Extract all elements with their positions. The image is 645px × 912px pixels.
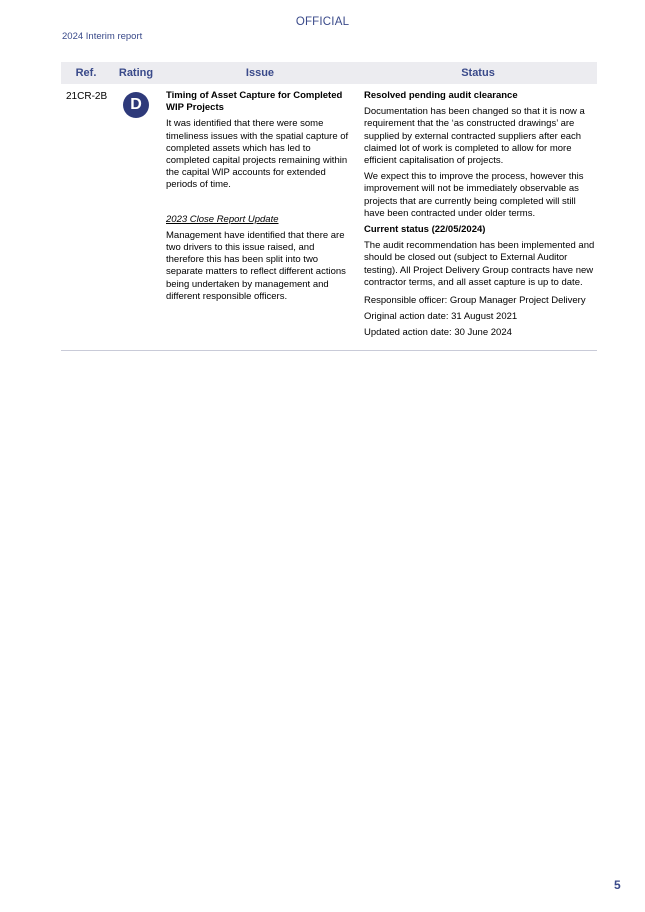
page-number: 5 (614, 878, 621, 892)
column-header-status: Status (461, 67, 495, 79)
rating-badge: D (123, 92, 149, 118)
current-status-heading: Current status (22/05/2024) (364, 224, 486, 236)
issue-title: Timing of Asset Capture for Completed WIP Projects (166, 90, 343, 114)
table-header (61, 62, 597, 84)
responsible-officer: Responsible officer: Group Manager Project Delivery (364, 295, 586, 307)
original-action-date: Original action date: 31 August 2021 (364, 311, 518, 323)
updated-action-date: Updated action date: 30 June 2024 (364, 327, 512, 339)
current-status-body: The audit recommendation has been implemented and should be closed out (subject to External Auditor testing). All Project Delivery Group contracts have new contractor terms, and all asset capture is up to date. (364, 240, 595, 288)
status-cell (359, 90, 597, 340)
column-header-ref: Ref. (75, 67, 97, 79)
table-row (61, 84, 597, 350)
issue-update-heading: 2023 Close Report Update (166, 213, 279, 225)
report-title: 2024 Interim report (62, 31, 143, 42)
issue-body: It was identified that there were some timeliness issues with the spatial capture of completed assets which has led to completed capital projects remaining within the capital WIP accounts for extended periods of time. (166, 118, 349, 191)
ref-cell: 21CR-2B (66, 91, 108, 102)
status-para-2: We expect this to improve the process, however this improvement will not be immediately observable as projects that are currently being completed will still have been contracted under older terms. (364, 171, 584, 219)
column-header-rating: Rating (118, 67, 154, 79)
status-heading: Resolved pending audit clearance (364, 90, 518, 101)
rating-cell (111, 90, 161, 340)
findings-table (61, 62, 597, 351)
classification-label: OFFICIAL (295, 16, 350, 28)
status-para-1: Documentation has been changed so that it is now a requirement that the ‘as constructed drawings’ are supplied by external contracted suppliers after each claimed lot of work is completed to allow for more efficient capitalisation of projects. (364, 106, 585, 167)
issue-update-body: Management have identified that there are two drivers to this issue raised, and therefore this has been split into two separate matters to reflect different actions being undertaken by management and different responsible officers. (166, 229, 346, 302)
column-header-issue: Issue (245, 67, 275, 79)
issue-cell (161, 90, 359, 340)
